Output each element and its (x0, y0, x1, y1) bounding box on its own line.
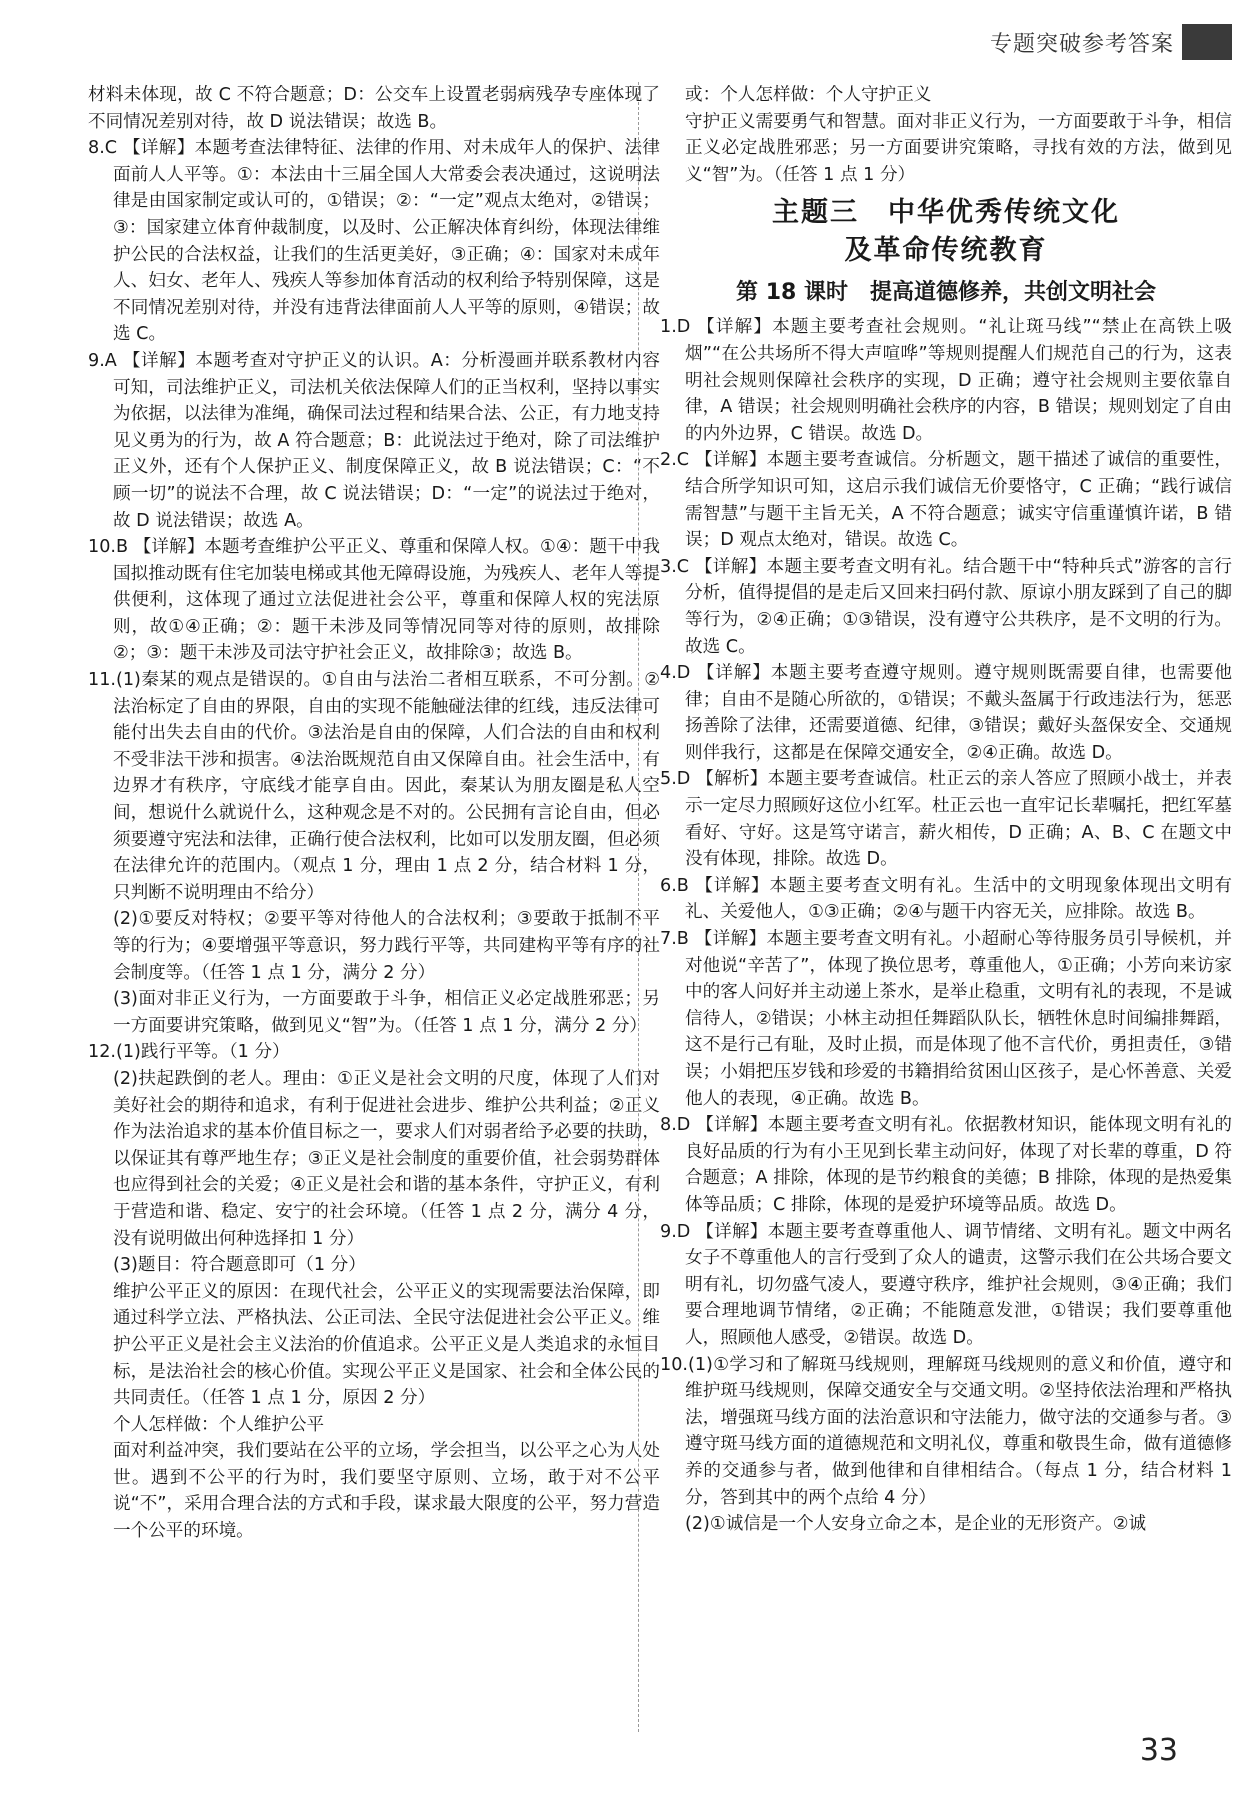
answer-paragraph: 1.D 【详解】本题主要考查社会规则。“礼让斑马线”“禁止在高铁上吸烟”“在公共场所不得大声喧哗”等规则提醒人们规范自己的行为，这表明社会规则保障社会秩序的实现，D 正确；遵守社会规则主要依靠自律，A 错误；社会规则明确社会秩序的内容，B 错误；规则划定了自由的内外边界，C 错误。故选 D。 (660, 317, 1232, 444)
answer-paragraph: 10.B 【详解】本题考查维护公平正义、尊重和保障人权。①④：题干中我国拟推动既有住宅加装电梯或其他无障碍设施，为残疾人、老年人等提供便利，这体现了通过立法促进社会公平，尊重和保障人权的宪法原则，故①④正确；②：题干未涉及同等情况同等对待的原则，故排除②；③：题干未涉及司法守护社会正义，故排除③；故选 B。 (88, 537, 660, 664)
page-header (990, 22, 1232, 62)
column-divider (638, 82, 639, 1732)
theme-title-line2: 及革命传统教育 (844, 235, 1048, 267)
answer-paragraph: 7.B 【详解】本题主要考查文明有礼。小超耐心等待服务员引导候机，并对他说“辛苦了”，体现了换位思考，尊重他人，①正确；小芳向来访家中的客人问好并主动递上茶水，是举止稳重，文明有礼的表现，不是诚信待人，②错误；小林主动担任舞蹈队队长，牺牲休息时间编排舞蹈，这不是行己有耻，及时止损，而是体现了他不言代价，勇担责任，③错误；小娟把压岁钱和珍爱的书籍捐给贫困山区孩子，是心怀善意、关爱他人的表现，④正确。故选 B。 (660, 929, 1232, 1109)
answer-paragraph: 4.D 【详解】本题主要考查遵守规则。遵守规则既需要自律，也需要他律；自由不是随心所欲的，①错误；不戴头盔属于行政违法行为，惩恶扬善除了法律，还需要道德、纪律，③错误；戴好头盔保安全、交通规则伴我行，这都是在保障交通安全，②④正确。故选 D。 (660, 663, 1232, 763)
answer-paragraph: 12.(1)践行平等。（1 分） (88, 1042, 290, 1063)
right-column-bottom (660, 314, 1232, 1537)
answer-paragraph: 2.C 【详解】本题主要考查诚信。分析题文，题干描述了诚信的重要性，结合所学知识可知，这启示我们诚信无价要恪守，C 正确；“践行诚信需智慧”与题干主旨无关，A 不符合题意；诚实守信重谨慎许诺，B 错误；D 观点太绝对，错误。故选 C。 (660, 450, 1232, 551)
answer-paragraph: (3)面对非正义行为，一方面要敢于斗争，相信正义必定战胜邪恶；另一方面要讲究策略，做到见义“智”为。（任答 1 点 1 分，满分 2 分） (113, 989, 660, 1036)
answer-paragraph: 11.(1)秦某的观点是错误的。①自由与法治二者相互联系，不可分割。②法治标定了自由的界限，自由的实现不能触碰法律的红线，违反法律可能付出失去自由的代价。③法治是自由的保障，人们合法的自由和权利不受非法干涉和损害。④法治既规范自由又保障自由。社会生活中，有边界才有秩序，守底线才能享自由。因此，秦某认为朋友圈是私人空间，想说什么就说什么，这种观念是不对的。公民拥有言论自由，但必须要遵守宪法和法律，正确行使合法权利，比如可以发朋友圈，但必须在法律允许的范围内。（观点 1 分，理由 1 点 2 分，结合材料 1 分，只判断不说明理由不给分） (88, 670, 660, 903)
answer-paragraph: 8.D 【详解】本题主要考查文明有礼。依据教材知识，能体现文明有礼的良好品质的行为有小王见到长辈主动问好，体现了对长辈的尊重，D 符合题意；A 排除，体现的是节约粮食的美德；B 排除，体现的是热爱集体等品质；C 排除，体现的是爱护环境等品质。故选 D。 (660, 1115, 1232, 1215)
left-column (88, 82, 660, 1545)
right-column-top (660, 82, 1232, 188)
answer-paragraph: 9.A 【详解】本题考查对守护正义的认识。A：分析漫画并联系教材内容可知，司法维护正义，司法机关依法保障人们的正当权利，坚持以事实为依据，以法律为准绳，确保司法过程和结果合法、公正，有力地支持见义勇为的行为，故 A 符合题意；B：此说法过于绝对，除了司法维护正义外，还有个人保护正义、制度保障正义，故 B 说法错误；C：“不顾一切”的说法不合理，故 C 说法错误；D：“一定”的说法过于绝对，故 D 说法错误；故选 A。 (88, 350, 660, 531)
answer-paragraph: (2)①诚信是一个人安身立命之本，是企业的无形资产。②诚 (685, 1514, 1147, 1535)
lesson-title: 第 18 课时 提高道德修养，共创文明社会 (736, 280, 1156, 306)
theme-title (660, 194, 1232, 270)
answer-paragraph: 守护正义需要勇气和智慧。面对非正义行为，一方面要敢于斗争，相信正义必定战胜邪恶；另一方面要讲究策略，寻找有效的方法，做到见义“智”为。（任答 1 点 1 分） (685, 111, 1232, 185)
answer-paragraph: (3)题目：符合题意即可（1 分） (113, 1255, 366, 1276)
answer-paragraph: 6.B 【详解】本题主要考查文明有礼。生活中的文明现象体现出文明有礼、关爱他人，①③正确；②④与题干内容无关，应排除。故选 B。 (660, 875, 1232, 923)
answer-paragraph: 8.C 【详解】本题考查法律特征、法律的作用、对未成年人的保护、法律面前人人平等。①：本法由十三届全国人大常委会表决通过，这说明法律是由国家制定或认可的，①错误；②：“一定”观点太绝对，②错误；③：国家建立体育仲裁制度，以及时、公正解决体育纠纷，体现法律维护公民的合法权益，让我们的生活更美好，③正确；④：国家对未成年人、妇女、老年人、残疾人等参加体育活动的权利给予特别保障，这是不同情况差别对待，并没有违背法律面前人人平等的原则，④错误；故选 C。 (88, 138, 660, 345)
header-tab-block (1182, 24, 1232, 60)
answer-paragraph: 材料未体现，故 C 不符合题意；D：公交车上设置老弱病残孕专座体现了不同情况差别对待，故 D 说法错误；故选 B。 (88, 85, 660, 132)
answer-paragraph: (2)扶起跌倒的老人。理由：①正义是社会文明的尺度，体现了人们对美好社会的期待和追求，有利于促进社会进步、维护公共利益；②正义作为法治追求的基本价值目标之一，要求人们对弱者给予必要的扶助，以保证其有尊严地生存；③正义是社会制度的重要价值，社会弱势群体也应得到社会的关爱；④正义是社会和谐的基本条件，守护正义，有利于营造和谐、稳定、安宁的社会环境。（任答 1 点 2 分，满分 4 分，没有说明做出何种选择扣 1 分） (113, 1068, 660, 1249)
answer-paragraph: 10.(1)①学习和了解斑马线规则，理解斑马线规则的意义和价值，遵守和维护斑马线规则，保障交通安全与交通文明。②坚持依法治理和严格执法，增强斑马线方面的法治意识和守法能力，做守法的交通参与者。③遵守斑马线方面的道德规范和文明礼仪，尊重和敬畏生命，做有道德修养的交通参与者，做到他律和自律相结合。（每点 1 分，结合材料 1 分，答到其中的两个点给 4 分） (660, 1354, 1232, 1508)
page-number: 33 (1139, 1733, 1178, 1768)
answer-paragraph: (2)①要反对特权；②要平等对待他人的合法权利；③要敢于抵制不平等的行为；④要增强平等意识，努力践行平等，共同建构平等有序的社会制度等。（任答 1 点 1 分，满分 2 分） (113, 909, 660, 983)
answer-paragraph: 3.C 【详解】本题主要考查文明有礼。结合题干中“特种兵式”游客的言行分析，值得提倡的是走后又回来扫码付款、原谅小朋友踩到了自己的脚等行为，②④正确；①③错误，没有遵守公共秩序，是不文明的行为。故选 C。 (660, 556, 1232, 657)
answer-paragraph: 个人怎样做：个人维护公平 (113, 1414, 325, 1435)
theme-title-line1: 主题三 中华优秀传统文化 (772, 197, 1120, 229)
right-column (660, 82, 1232, 1538)
answer-paragraph: 9.D 【详解】本题主要考查尊重他人、调节情绪、文明有礼。题文中两名女子不尊重他人的言行受到了众人的谴责，这警示我们在公共场合要文明有礼，切勿盛气凌人，要遵守秩序，维护社会规则，③④正确；我们要合理地调节情绪，②正确；不能随意发泄，①错误；我们要尊重他人，照顾他人感受，②错误。故选 D。 (660, 1221, 1232, 1348)
answer-paragraph: 维护公平正义的原因：在现代社会，公平正义的实现需要法治保障，即通过科学立法、严格执法、公正司法、全民守法促进社会公平正义。维护公平正义是社会主义法治的价值追求。公平正义是人类追求的永恒目标，是法治社会的核心价值。实现公平正义是国家、社会和全体公民的共同责任。（任答 1 点 1 分，原因 2 分） (113, 1281, 660, 1409)
header-title: 专题突破参考答案 (989, 31, 1174, 57)
answer-paragraph: 面对利益冲突，我们要站在公平的立场，学会担当，以公平之心为人处世。遇到不公平的行为时，我们要坚守原则、立场，敢于对不公平说“不”，采用合理合法的方式和手段，谋求最大限度的公平，努力营造一个公平的环境。 (113, 1441, 660, 1542)
answer-paragraph: 5.D 【解析】本题主要考查诚信。杜正云的亲人答应了照顾小战士，并表示一定尽力照顾好这位小红军。杜正云也一直牢记长辈嘱托，把红军墓看好、守好。这是笃守诺言，薪火相传，D 正确；A、B、C 在题文中没有体现，排除。故选 D。 (660, 769, 1232, 870)
answer-paragraph: 或：个人怎样做：个人守护正义 (685, 85, 932, 105)
